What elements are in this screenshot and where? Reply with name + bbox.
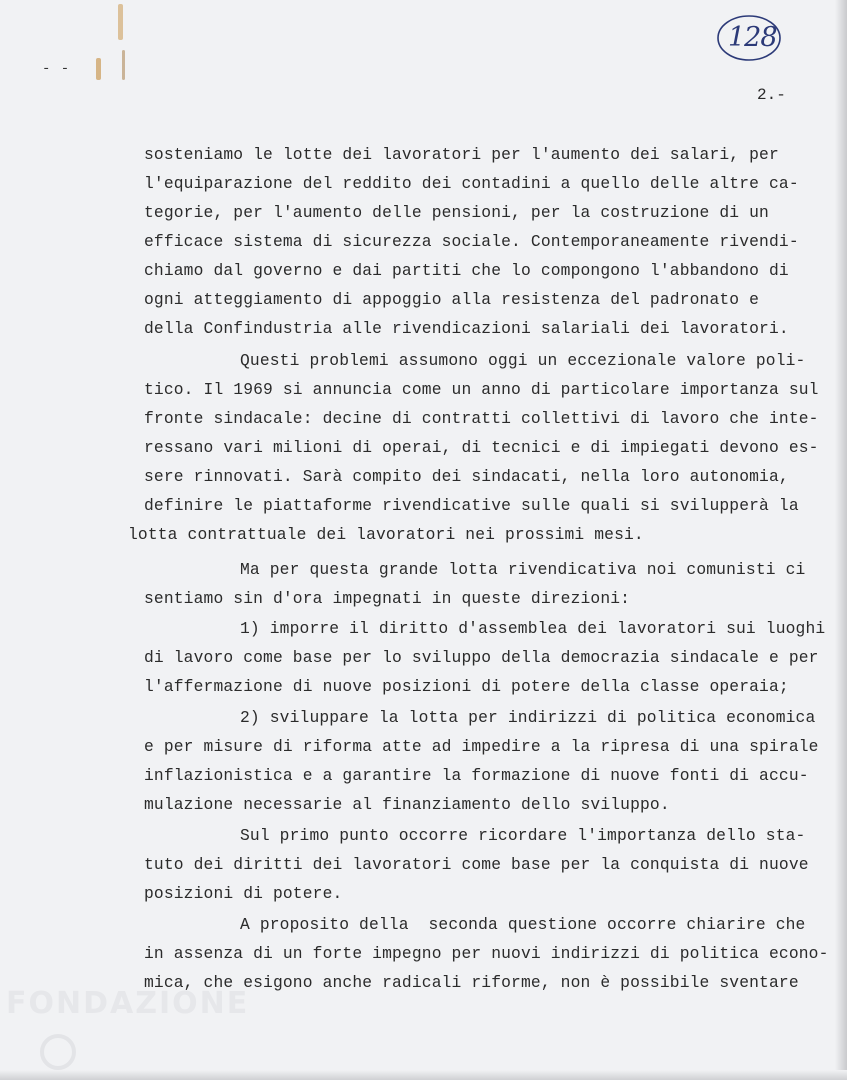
text-line: l'equiparazione del reddito dei contadini a quello delle altre ca- (144, 174, 799, 193)
text-line: sosteniamo le lotte dei lavoratori per l'aumento dei salari, per (144, 145, 779, 164)
text-line: tegorie, per l'aumento delle pensioni, per la costruzione di un (144, 203, 769, 222)
text-line: mica, che esigono anche radicali riforme, non è possibile sventare (144, 973, 799, 992)
text-line: ressano vari milioni di operai, di tecnici e di impiegati devono es- (144, 438, 819, 457)
text-line: Questi problemi assumono oggi un eccezionale valore poli- (240, 351, 806, 370)
text-line: della Confindustria alle rivendicazioni salariali dei lavoratori. (144, 319, 789, 338)
page-number: 2.- (757, 86, 786, 104)
text-line: sere rinnovati. Sarà compito dei sindacati, nella loro autonomia, (144, 467, 789, 486)
archive-watermark: FONDAZIONE (6, 986, 250, 1021)
text-line: Ma per questa grande lotta rivendicativa noi comunisti ci (240, 560, 806, 579)
text-line: lotta contrattuale dei lavoratori nei prossimi mesi. (128, 525, 644, 544)
text-line: fronte sindacale: decine di contratti collettivi di lavoro che inte- (144, 409, 819, 428)
text-line: posizioni di potere. (144, 884, 343, 903)
text-line: mulazione necessarie al finanziamento dello sviluppo. (144, 795, 670, 814)
text-line: 1) imporre il diritto d'assemblea dei lavoratori sui luoghi (240, 619, 826, 638)
text-line: e per misure di riforma atte ad impedire a la ripresa di una spirale (144, 737, 819, 756)
text-line: sentiamo sin d'ora impegnati in queste direzioni: (144, 589, 631, 608)
text-line: l'affermazione di nuove posizioni di potere della classe operaia; (144, 677, 789, 696)
text-line: tico. Il 1969 si annuncia come un anno di particolare importanza sul (144, 380, 819, 399)
text-line: chiamo dal governo e dai partiti che lo compongono l'abbandono di (144, 261, 789, 280)
text-line: definire le piattaforme rivendicative sulle quali si svilupperà la (144, 496, 799, 515)
text-line: ogni atteggiamento di appoggio alla resistenza del padronato e (144, 290, 760, 309)
text-line: efficace sistema di sicurezza sociale. Contemporaneamente rivendi- (144, 232, 799, 251)
text-line: in assenza di un forte impegno per nuovi indirizzi di politica econo- (144, 944, 829, 963)
text-line: 2) sviluppare la lotta per indirizzi di politica economica (240, 708, 816, 727)
margin-mark: - - (42, 61, 71, 77)
text-line: inflazionistica e a garantire la formazione di nuove fonti di accu- (144, 766, 809, 785)
text-line: Sul primo punto occorre ricordare l'importanza dello sta- (240, 826, 806, 845)
archive-logo-icon (38, 1032, 78, 1072)
text-line: A proposito della seconda questione occorre chiarire che (240, 915, 806, 934)
folio-number: 128 (728, 22, 777, 53)
text-line: di lavoro come base per lo sviluppo della democrazia sindacale e per (144, 648, 819, 667)
text-line: tuto dei diritti dei lavoratori come base per la conquista di nuove (144, 855, 809, 874)
